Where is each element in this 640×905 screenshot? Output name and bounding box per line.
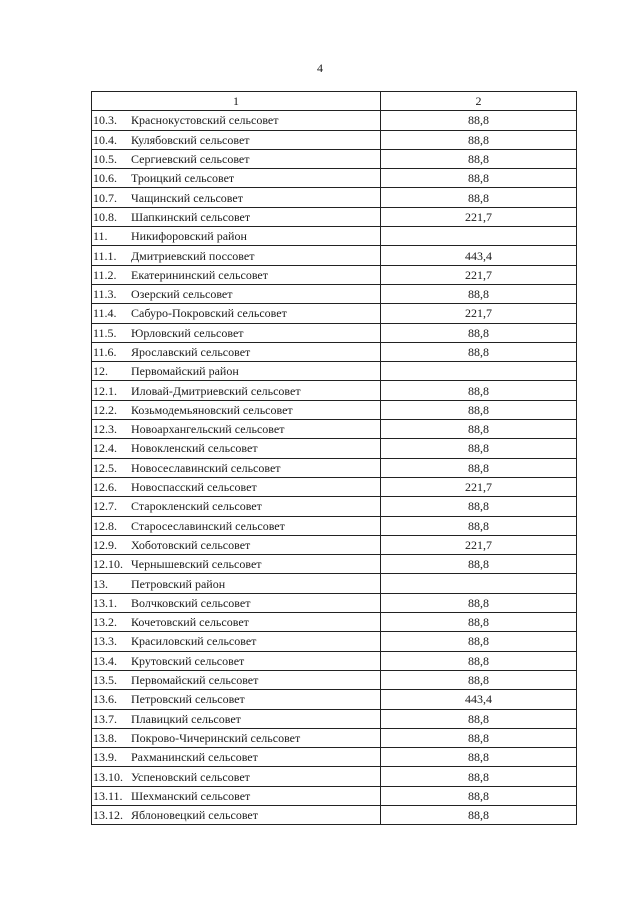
entity-cell [92,227,381,246]
entity-name: Шехманский сельсовет [131,788,251,803]
value-cell: 88,8 [381,420,577,439]
value-cell: 88,8 [381,593,577,612]
item-number: 12.10. [93,557,123,572]
item-number: 13.4. [93,653,117,668]
item-number: 13.2. [93,615,117,630]
value-cell: 88,8 [381,651,577,670]
value-cell: 88,8 [381,670,577,689]
entity-cell [92,497,381,516]
entity-cell [92,111,381,130]
item-number: 13.10. [93,769,123,784]
table-row [92,728,577,747]
entity-name: Сабуро-Покровский сельсовет [131,306,287,321]
entity-name: Рахманинский сельсовет [131,750,258,765]
page-number: 4 [317,61,323,75]
entity-name: Красиловский сельсовет [131,634,257,649]
item-number: 11.6. [93,345,117,359]
entity-name: Хоботовский сельсовет [131,537,251,552]
entity-name: Новоархангельский сельсовет [131,422,285,437]
entity-cell [92,805,381,824]
entity-cell [92,477,381,496]
value-cell: 88,8 [381,632,577,651]
table-row [92,439,577,458]
entity-cell [92,362,381,381]
table-row [92,477,577,496]
item-number: 13.5. [93,673,117,688]
item-number: 11. [93,229,108,244]
table-row [92,516,577,535]
entity-cell [92,535,381,554]
entity-cell [92,670,381,689]
entity-name: Дмитриевский поссовет [131,248,255,263]
item-number: 13.1. [93,595,117,610]
table-row [92,632,577,651]
entity-cell [92,323,381,342]
table-row [92,497,577,516]
entity-cell [92,458,381,477]
entity-cell [92,439,381,458]
value-cell: 221,7 [381,265,577,284]
entity-cell [92,304,381,323]
item-number: 10.6. [93,171,117,186]
value-cell: 221,7 [381,535,577,554]
value-cell: 88,8 [381,613,577,632]
item-number: 12.4. [93,441,117,456]
entity-cell [92,613,381,632]
entity-cell [92,690,381,709]
value-cell: 88,8 [381,709,577,728]
entity-cell [92,748,381,767]
item-number: 13.11. [93,788,123,803]
entity-cell [92,651,381,670]
table-row [92,458,577,477]
table-row [92,767,577,786]
item-number: 12.5. [93,460,117,475]
entity-name: Шапкинский сельсовет [131,209,251,224]
entity-cell [92,555,381,574]
value-cell [381,574,577,593]
entity-name: Крутовский сельсовет [131,653,245,668]
entity-name: Никифоровский район [131,229,247,244]
table-row [92,323,577,342]
entity-name: Краснокустовский сельсовет [131,113,279,128]
table-row [92,130,577,149]
entity-name: Старосеславинский сельсовет [131,518,285,533]
allocation-table [91,91,577,825]
entity-cell [92,188,381,207]
table-row [92,362,577,381]
item-number: 12.9. [93,537,117,552]
item-number: 13.9. [93,750,117,765]
item-number: 12.2. [93,402,117,417]
entity-cell [92,246,381,265]
item-number: 12.1. [93,383,117,398]
table-row [92,284,577,303]
item-number: 13.8. [93,730,117,745]
item-number: 12.6. [93,480,117,495]
entity-name: Петровский район [131,576,226,591]
table-row [92,748,577,767]
table-row [92,670,577,689]
value-cell: 88,8 [381,130,577,149]
table-row [92,400,577,419]
table-row [92,709,577,728]
table-row [92,342,577,361]
table-row [92,420,577,439]
entity-name: Озерский сельсовет [131,287,233,302]
item-number: 13. [93,576,108,591]
table-row [92,786,577,805]
value-cell: 88,8 [381,323,577,342]
entity-name: Чащинский сельсовет [131,190,243,205]
table-row [92,555,577,574]
table-row [92,805,577,824]
value-cell: 443,4 [381,246,577,265]
entity-name: Новосеславинский сельсовет [131,460,281,475]
table-row [92,304,577,323]
table-row [92,207,577,226]
value-cell: 88,8 [381,497,577,516]
entity-cell [92,207,381,226]
table-row [92,613,577,632]
table-row [92,574,577,593]
entity-cell [92,574,381,593]
entity-cell [92,284,381,303]
entity-cell [92,516,381,535]
table-row [92,246,577,265]
entity-cell [92,786,381,805]
table-row [92,111,577,130]
value-cell: 88,8 [381,439,577,458]
value-cell: 88,8 [381,786,577,805]
value-cell: 443,4 [381,690,577,709]
table-row [92,188,577,207]
entity-name: Сергиевский сельсовет [131,152,250,167]
entity-cell [92,420,381,439]
value-cell: 88,8 [381,169,577,188]
entity-name: Ярославский сельсовет [131,345,251,359]
table-header-row [92,92,577,111]
entity-name: Кулябовский сельсовет [131,132,250,147]
value-cell: 221,7 [381,477,577,496]
column-header-1: 1 [92,92,381,111]
entity-name: Покрово-Чичеринский сельсовет [131,730,301,745]
item-number: 10.8. [93,209,117,224]
value-cell: 88,8 [381,111,577,130]
item-number: 12.7. [93,499,117,514]
value-cell: 88,8 [381,728,577,747]
entity-cell [92,149,381,168]
entity-name: Троицкий сельсовет [131,171,235,186]
table-row [92,149,577,168]
item-number: 11.1. [93,248,117,263]
table-body [92,111,577,825]
value-cell: 88,8 [381,188,577,207]
item-number: 12.8. [93,518,117,533]
entity-name: Новоспасский сельсовет [131,480,257,495]
item-number: 12. [93,364,108,379]
entity-name: Яблоновецкий сельсовет [131,808,258,823]
value-cell: 88,8 [381,149,577,168]
item-number: 13.3. [93,634,117,649]
entity-name: Волчковский сельсовет [131,595,251,610]
entity-cell [92,709,381,728]
entity-cell [92,728,381,747]
value-cell: 88,8 [381,458,577,477]
item-number: 10.4. [93,132,117,147]
item-number: 13.12. [93,808,123,823]
value-cell: 88,8 [381,381,577,400]
entity-name: Успеновский сельсовет [131,769,250,784]
item-number: 10.7. [93,190,117,205]
value-cell: 88,8 [381,516,577,535]
value-cell: 88,8 [381,342,577,361]
item-number: 11.4. [93,306,117,321]
item-number: 13.6. [93,692,117,707]
item-number: 11.2. [93,267,117,282]
table-row [92,227,577,246]
entity-name: Юрловский сельсовет [131,325,244,340]
entity-cell [92,767,381,786]
table-row [92,651,577,670]
entity-name: Козьмодемьяновский сельсовет [131,402,293,417]
entity-cell [92,400,381,419]
item-number: 10.3. [93,113,117,128]
entity-name: Петровский сельсовет [131,692,245,707]
entity-name: Первомайский сельсовет [131,673,259,688]
item-number: 12.3. [93,422,117,437]
table-row [92,535,577,554]
table-row [92,690,577,709]
item-number: 11.5. [93,325,117,340]
value-cell: 221,7 [381,304,577,323]
column-header-2: 2 [381,92,577,111]
entity-name: Плавицкий сельсовет [131,711,241,726]
value-cell: 88,8 [381,555,577,574]
table-row [92,593,577,612]
entity-name: Кочетовский сельсовет [131,615,249,630]
item-number: 11.3. [93,287,117,302]
value-cell: 88,8 [381,767,577,786]
value-cell: 88,8 [381,400,577,419]
entity-name: Иловай-Дмитриевский сельсовет [131,383,301,398]
value-cell: 88,8 [381,748,577,767]
entity-cell [92,342,381,361]
item-number: 10.5. [93,152,117,167]
table-row [92,265,577,284]
entity-cell [92,593,381,612]
entity-cell [92,632,381,651]
value-cell: 88,8 [381,284,577,303]
entity-cell [92,265,381,284]
entity-cell [92,169,381,188]
entity-name: Чернышевский сельсовет [131,557,262,572]
entity-name: Новокленский сельсовет [131,441,258,456]
value-cell [381,362,577,381]
entity-cell [92,381,381,400]
entity-name: Екатерининский сельсовет [131,267,269,282]
table-row [92,381,577,400]
entity-name: Первомайский район [131,364,239,379]
value-cell [381,227,577,246]
value-cell: 88,8 [381,805,577,824]
entity-cell [92,130,381,149]
item-number: 13.7. [93,711,117,726]
table-row [92,169,577,188]
entity-name: Старокленский сельсовет [131,499,262,514]
value-cell: 221,7 [381,207,577,226]
